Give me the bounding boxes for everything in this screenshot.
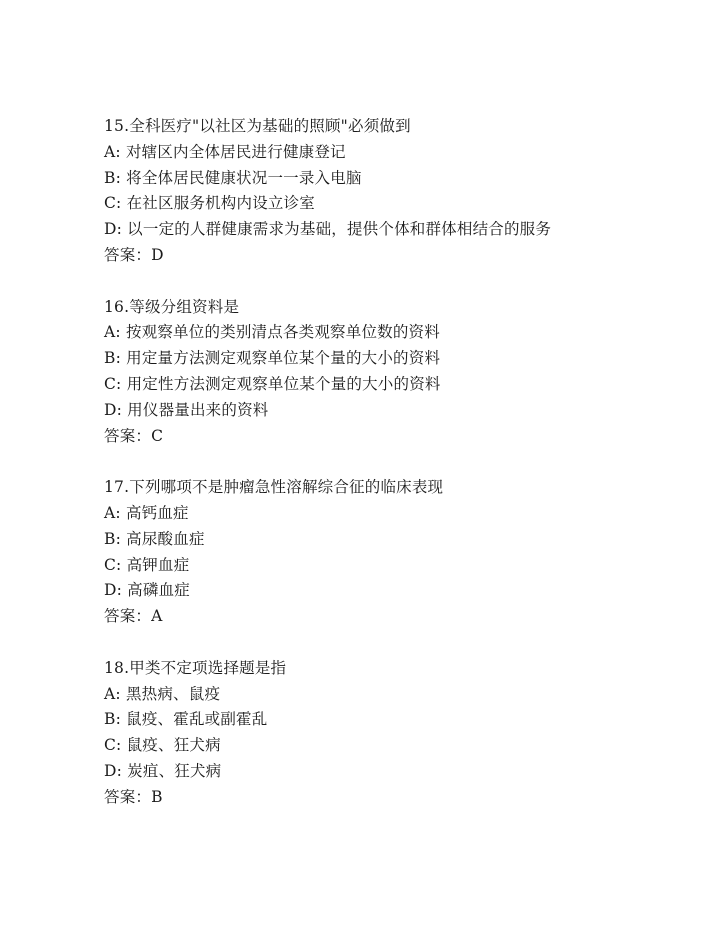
question-title: 16.等级分组资料是 <box>104 297 240 316</box>
option-a: A: 黑热病、鼠疫 <box>104 684 221 703</box>
option-a: A: 按观察单位的类别清点各类观察单位数的资料 <box>104 323 440 342</box>
option-b: B: 用定量方法测定观察单位某个量的大小的资料 <box>104 349 441 368</box>
spacer <box>104 269 704 295</box>
question-title: 15.全科医疗"以社区为基础的照顾"必须做到 <box>104 117 411 135</box>
question-17 <box>104 475 704 630</box>
option-d: D: 高磷血症 <box>104 581 190 600</box>
option-c: C: 鼠疫、狂犬病 <box>104 736 221 755</box>
option-c: C: 在社区服务机构内设立诊室 <box>104 194 316 213</box>
answer-line: 答案：A <box>104 607 163 626</box>
option-d: D: 以一定的人群健康需求为基础，提供个体和群体相结合的服务 <box>104 220 552 239</box>
spacer <box>104 449 704 475</box>
option-c: C: 用定性方法测定观察单位某个量的大小的资料 <box>104 374 441 393</box>
option-d: D: 炭疽、狂犬病 <box>104 761 222 780</box>
option-a: A: 高钙血症 <box>104 503 189 522</box>
question-16 <box>104 295 704 450</box>
spacer <box>104 630 704 656</box>
document-page <box>104 114 704 811</box>
answer-line: 答案：C <box>104 426 164 445</box>
option-a: A: 对辖区内全体居民进行健康登记 <box>104 142 346 161</box>
option-b: B: 鼠疫、霍乱或副霍乱 <box>104 710 268 729</box>
option-b: B: 高尿酸血症 <box>104 529 205 548</box>
question-15 <box>104 114 704 269</box>
option-b: B: 将全体居民健康状况一一录入电脑 <box>104 168 362 187</box>
answer-line: 答案：D <box>104 245 164 264</box>
option-d: D: 用仪器量出来的资料 <box>104 400 269 419</box>
answer-line: 答案：B <box>104 787 163 806</box>
question-18 <box>104 656 704 811</box>
question-title: 17.下列哪项不是肿瘤急性溶解综合征的临床表现 <box>104 478 444 497</box>
option-c: C: 高钾血症 <box>104 555 190 574</box>
question-title: 18.甲类不定项选择题是指 <box>104 658 287 677</box>
